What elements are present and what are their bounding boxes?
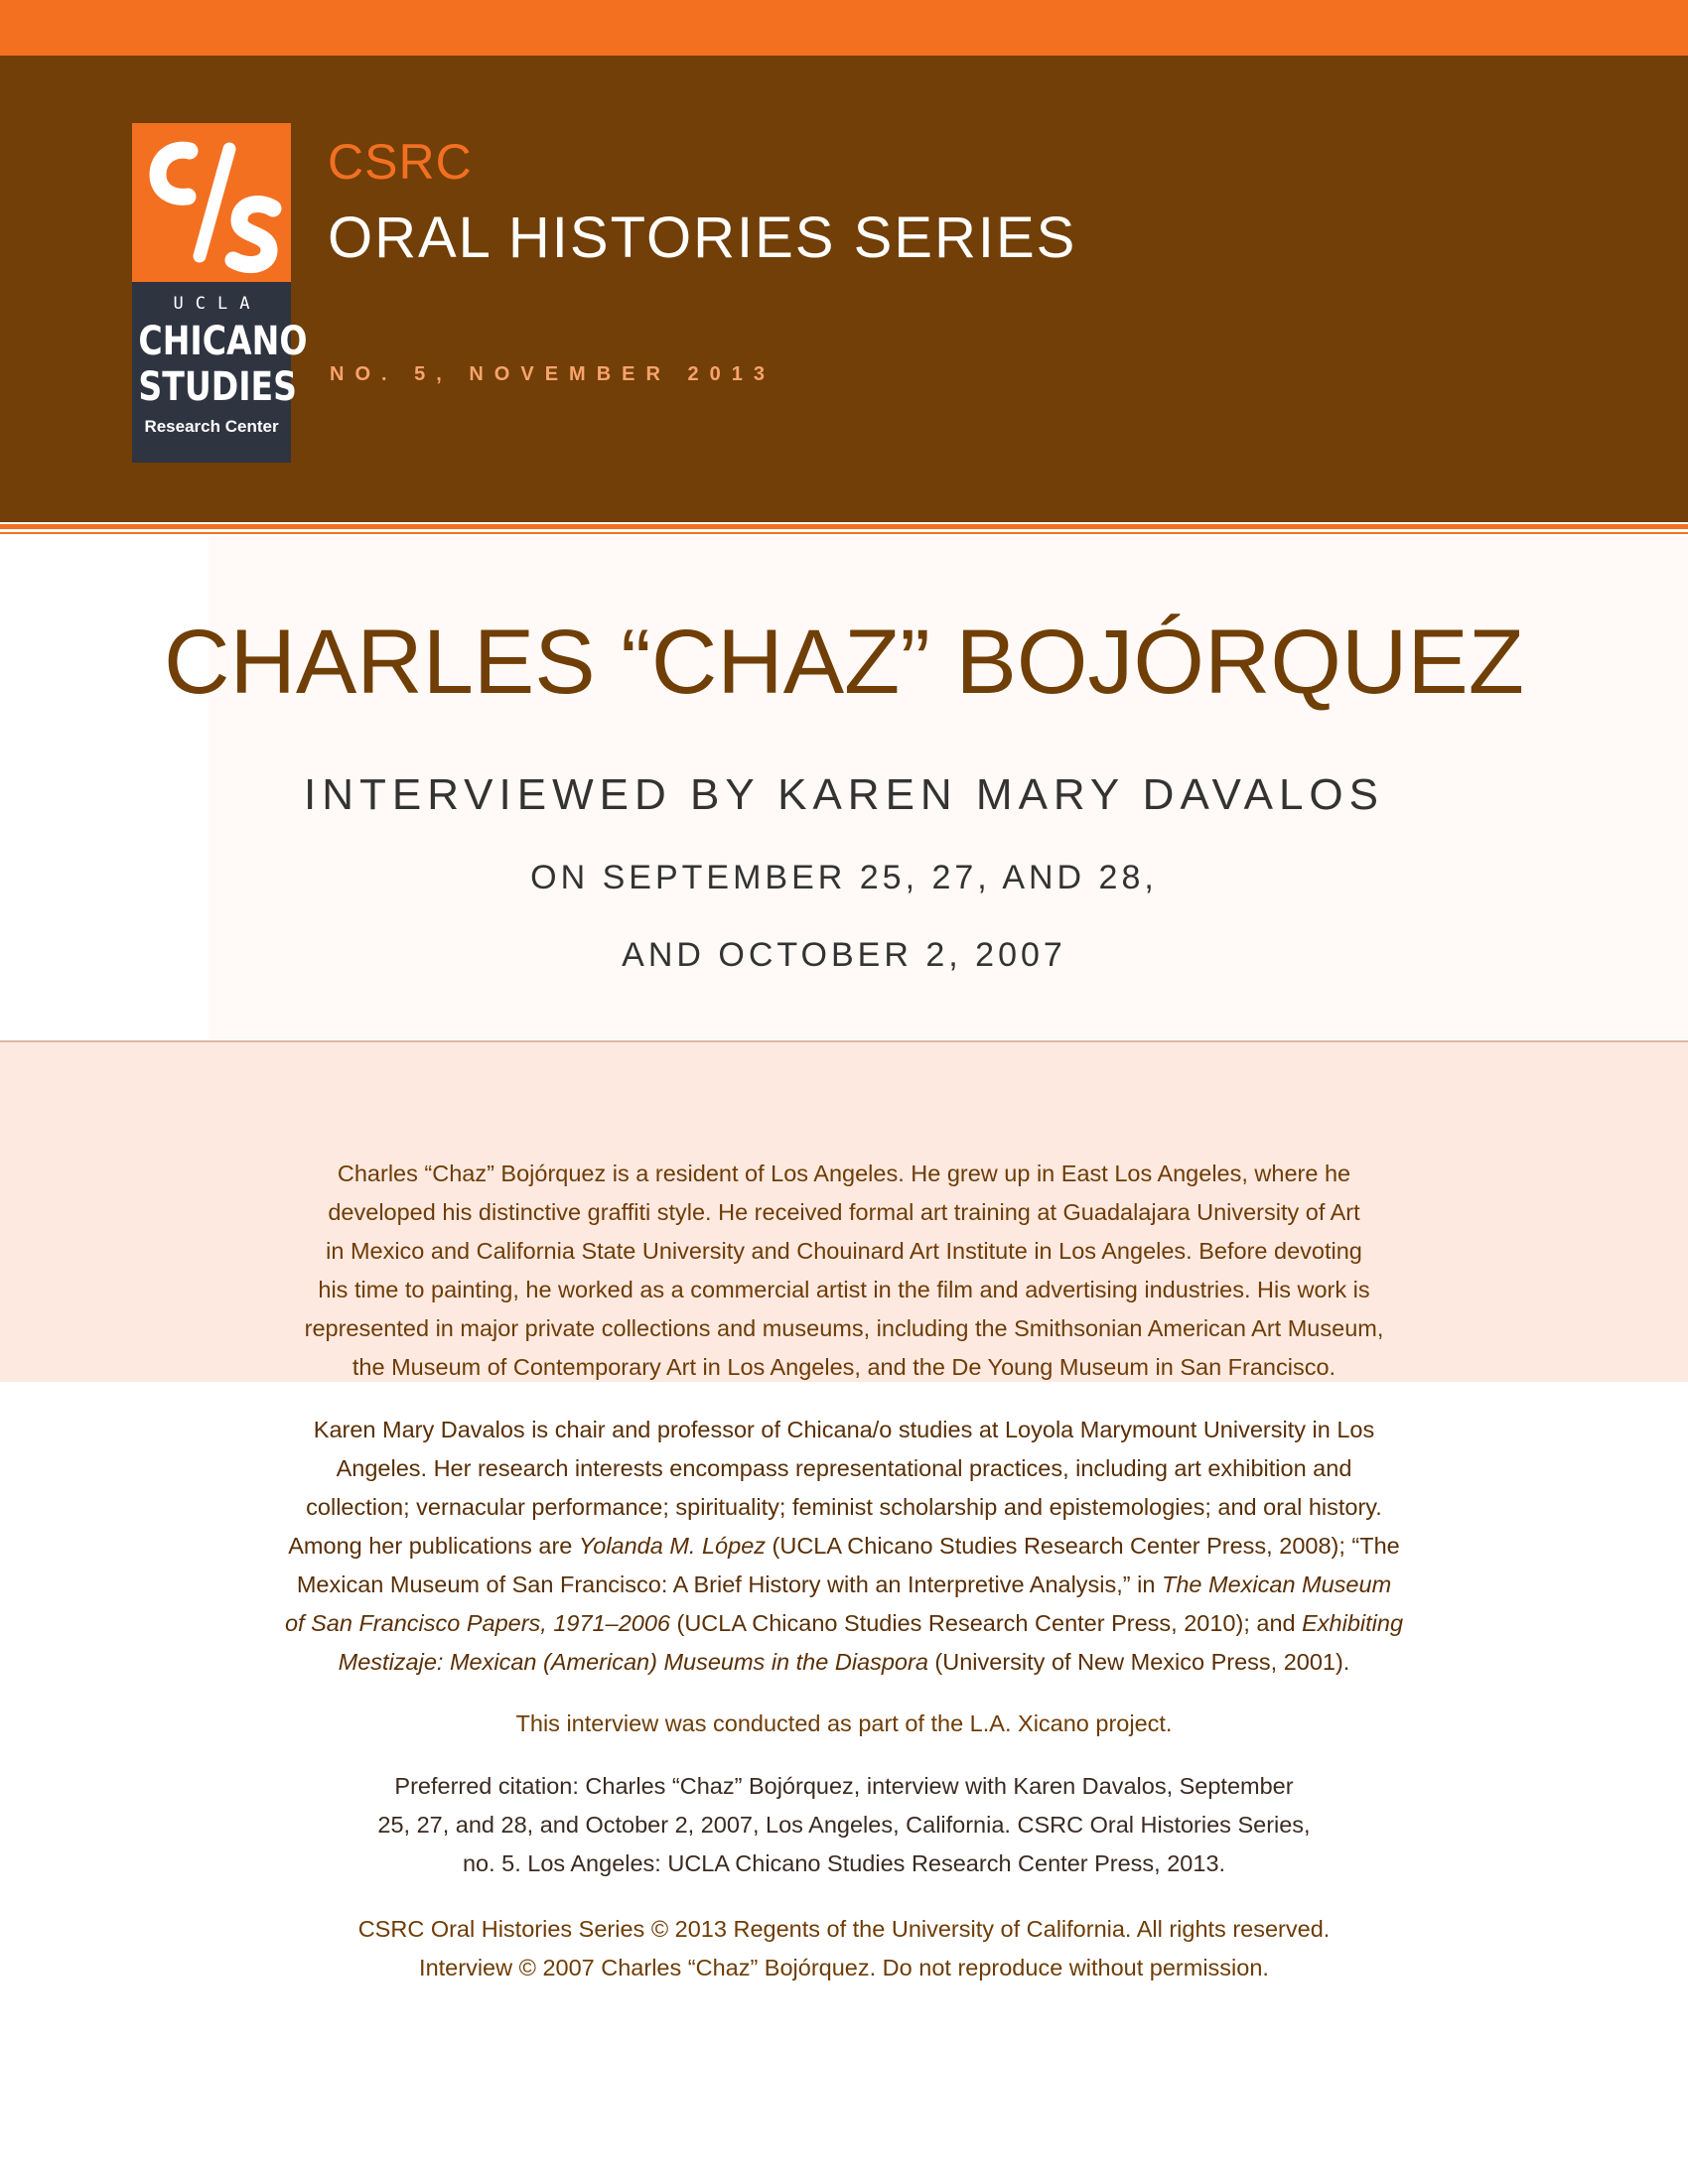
- bio-line: [179, 1566, 1509, 1604]
- interview-dates-1: ON SEPTEMBER 25, 27, AND 28,: [530, 859, 1158, 896]
- series-name: ORAL HISTORIES SERIES: [328, 205, 1077, 270]
- bio-line: collection; vernacular performance; spirituality; feminist scholarship and epistemologies; and oral history.: [306, 1494, 1382, 1520]
- publication-title: Exhibiting: [1302, 1610, 1404, 1636]
- logo-studies: STUDIES: [138, 364, 297, 410]
- interviewee-bio: [179, 1155, 1509, 1387]
- bio-line: the Museum of Contemporary Art in Los Angeles, and the De Young Museum in San Francisco.: [352, 1354, 1336, 1380]
- publication-title: Mestizaje: Mexican (American) Museums in the Diaspora: [338, 1649, 928, 1675]
- issue-number: NO. 5, NOVEMBER 2013: [330, 363, 775, 385]
- csrc-logo: [132, 123, 308, 463]
- top-accent-bar: [0, 0, 1688, 56]
- logo-wordmark: [132, 282, 308, 463]
- bio-text: Among her publications are: [288, 1533, 579, 1559]
- publication-title: The Mexican Museum: [1161, 1571, 1392, 1597]
- citation-line: 25, 27, and 28, and October 2, 2007, Los Angeles, California. CSRC Oral Histories Series,: [377, 1812, 1311, 1838]
- header-rule: [0, 524, 1688, 529]
- logo-ucla: UCLA: [173, 294, 262, 314]
- bio-line: [179, 1527, 1509, 1566]
- interviewer-line: INTERVIEWED BY KAREN MARY DAVALOS: [303, 770, 1385, 819]
- bio-text: Mexican Museum of San Francisco: A Brief History with an Interpretive Analysis,” in: [296, 1571, 1162, 1597]
- logo-chicano: CHICANO: [138, 319, 308, 364]
- header-rule-thin: [0, 532, 1688, 534]
- series-abbr: CSRC: [328, 134, 473, 190]
- cs-logo-mark: [132, 123, 291, 282]
- bio-line: developed his distinctive graffiti style. He received formal art training at Guadalajara University of Art: [328, 1199, 1360, 1225]
- project-line: This interview was conducted as part of the L.A. Xicano project.: [515, 1710, 1173, 1736]
- bio-text: (University of New Mexico Press, 2001).: [927, 1649, 1350, 1675]
- publication-title: of San Francisco Papers, 1971–2006: [284, 1610, 670, 1636]
- interview-dates-2: AND OCTOBER 2, 2007: [622, 936, 1066, 974]
- cs-mark-icon: [132, 123, 291, 282]
- publication-title: Yolanda M. López: [578, 1533, 767, 1559]
- bio-text: (UCLA Chicano Studies Research Center Press, 2008); “The: [766, 1533, 1400, 1559]
- page-title: CHARLES “CHAZ” BOJÓRQUEZ: [164, 612, 1524, 713]
- copyright-line: CSRC Oral Histories Series © 2013 Regents of the University of California. All rights reserved.: [357, 1916, 1331, 1942]
- bio-line: Charles “Chaz” Bojórquez is a resident of Los Angeles. He grew up in East Los Angeles, where he: [337, 1160, 1351, 1186]
- bio-line: in Mexico and California State University and Chouinard Art Institute in Los Angeles. Before devoting: [326, 1238, 1362, 1264]
- bio-text: (UCLA Chicano Studies Research Center Press, 2010); and: [669, 1610, 1303, 1636]
- bio-line: Angeles. Her research interests encompass representational practices, including art exhibition and: [336, 1455, 1352, 1481]
- bio-line: his time to painting, he worked as a commercial artist in the film and advertising industries. His work is: [318, 1277, 1370, 1302]
- interviewer-bio: [179, 1411, 1509, 1682]
- citation-line: Preferred citation: Charles “Chaz” Bojórquez, interview with Karen Davalos, September: [394, 1773, 1294, 1799]
- bio-line: Karen Mary Davalos is chair and professor of Chicana/o studies at Loyola Marymount University in Los: [313, 1417, 1375, 1442]
- bio-line: [179, 1604, 1509, 1643]
- preferred-citation: [179, 1767, 1509, 1883]
- project-note: [179, 1705, 1509, 1743]
- logo-research-center: Research Center: [144, 417, 279, 436]
- bio-line: represented in major private collections and museums, including the Smithsonian American Art Museum,: [304, 1315, 1384, 1341]
- bio-line: [179, 1643, 1509, 1682]
- citation-line: no. 5. Los Angeles: UCLA Chicano Studies Research Center Press, 2013.: [462, 1850, 1226, 1876]
- copyright-notice: [179, 1910, 1509, 1987]
- copyright-line: Interview © 2007 Charles “Chaz” Bojórquez. Do not reproduce without permission.: [419, 1955, 1269, 1980]
